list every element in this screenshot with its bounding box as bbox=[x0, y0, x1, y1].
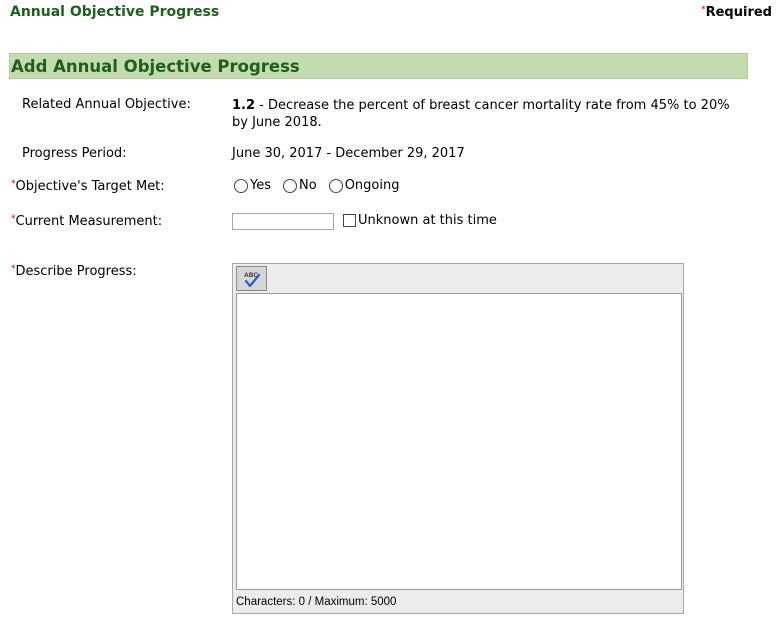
current-measurement-input[interactable] bbox=[232, 213, 334, 230]
target-met-label-wrap bbox=[11, 179, 165, 194]
current-measurement-label: Current Measurement: bbox=[15, 214, 163, 229]
describe-progress-label-wrap bbox=[11, 264, 137, 279]
required-label: Required bbox=[705, 5, 772, 20]
target-met-ongoing[interactable] bbox=[329, 178, 400, 193]
target-met-label: Objective's Target Met: bbox=[15, 179, 165, 194]
required-asterisk: * bbox=[11, 264, 16, 274]
radio-ongoing[interactable] bbox=[329, 179, 343, 193]
radio-no[interactable] bbox=[283, 179, 297, 193]
spellcheck-icon bbox=[237, 267, 266, 290]
spellcheck-button[interactable] bbox=[236, 266, 267, 291]
section-header bbox=[9, 53, 748, 79]
unknown-label: Unknown at this time bbox=[358, 213, 497, 228]
describe-progress-label: Describe Progress: bbox=[15, 264, 137, 279]
progress-period-value: June 30, 2017 - December 29, 2017 bbox=[232, 146, 465, 161]
required-asterisk: * bbox=[11, 179, 16, 189]
required-asterisk: * bbox=[701, 5, 706, 15]
page-title: Annual Objective Progress bbox=[10, 4, 220, 20]
objective-text: - Decrease the percent of breast cancer mortality rate from 45% to 20% by June 2018. bbox=[232, 98, 730, 130]
target-met-yes[interactable] bbox=[234, 178, 271, 193]
radio-no-label: No bbox=[299, 178, 317, 193]
radio-yes-label: Yes bbox=[250, 178, 271, 193]
section-title: Add Annual Objective Progress bbox=[11, 57, 300, 76]
radio-ongoing-label: Ongoing bbox=[344, 178, 400, 193]
required-note bbox=[701, 5, 772, 20]
unknown-checkbox[interactable] bbox=[343, 214, 356, 227]
required-asterisk: * bbox=[11, 214, 16, 224]
objective-number: 1.2 bbox=[232, 98, 256, 113]
character-counter: Characters: 0 / Maximum: 5000 bbox=[236, 596, 397, 608]
describe-progress-textarea[interactable] bbox=[236, 293, 682, 590]
svg-text:ABC: ABC bbox=[244, 272, 259, 279]
target-met-radio-group bbox=[234, 178, 411, 193]
unknown-checkbox-wrap[interactable] bbox=[343, 213, 497, 228]
related-objective-label: Related Annual Objective: bbox=[22, 97, 191, 112]
target-met-no[interactable] bbox=[283, 178, 317, 193]
describe-progress-editor bbox=[232, 263, 684, 614]
current-measurement-label-wrap bbox=[11, 214, 162, 229]
progress-period-label: Progress Period: bbox=[22, 146, 127, 161]
radio-yes[interactable] bbox=[234, 179, 248, 193]
related-objective-value bbox=[232, 97, 732, 131]
